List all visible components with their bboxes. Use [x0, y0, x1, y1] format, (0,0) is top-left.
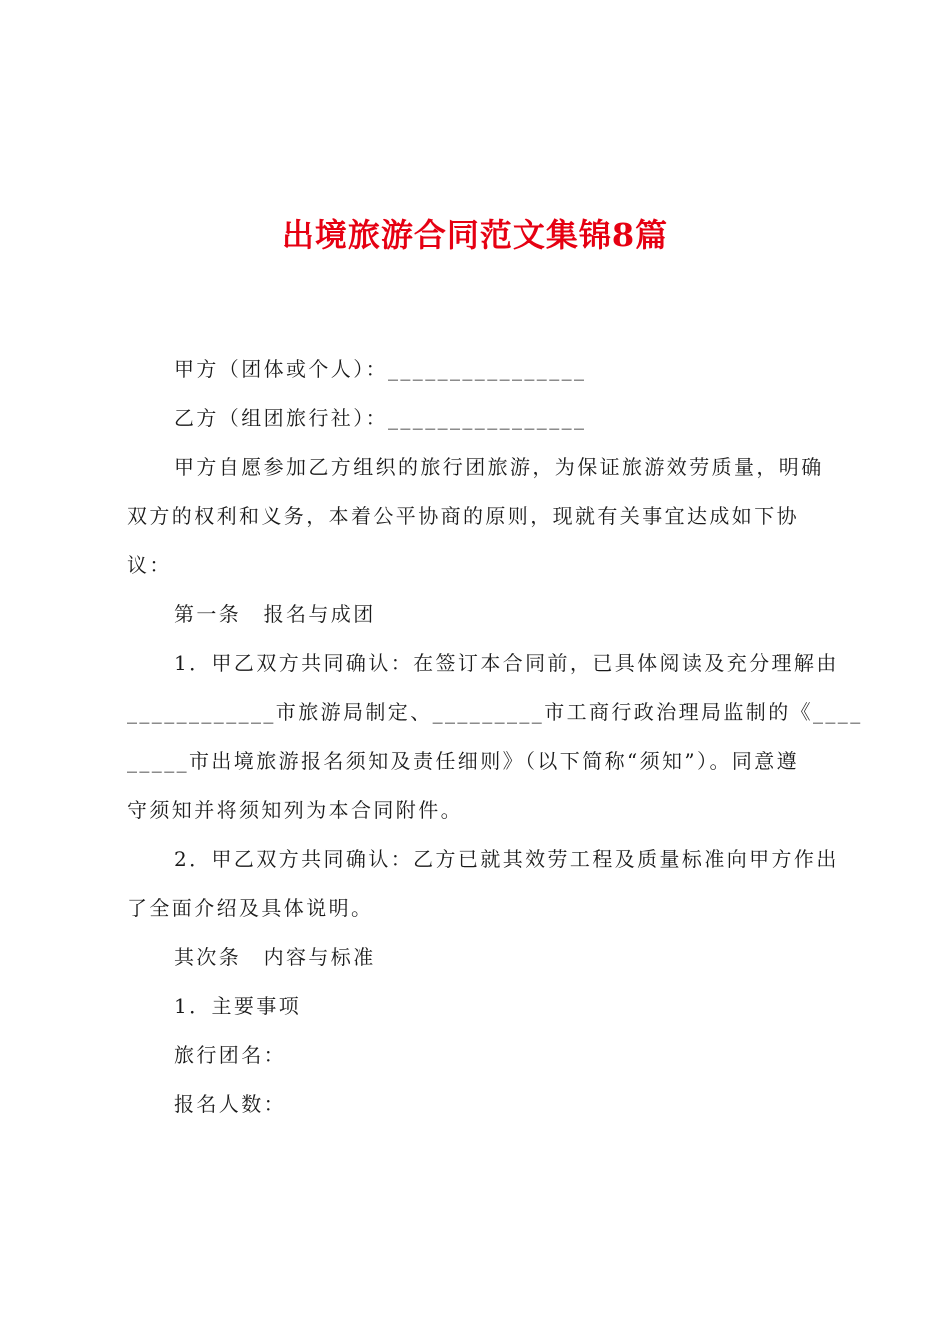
party-b-field	[127, 394, 831, 443]
text-line: 议：	[127, 553, 172, 577]
document-body	[127, 345, 863, 1129]
text-line: 守须知并将须知列为本合同附件。	[127, 798, 463, 822]
article-heading	[127, 933, 831, 982]
article-heading	[127, 590, 831, 639]
text-line: 1．甲乙双方共同确认：在签订本合同前，已具体阅读及充分理解由	[174, 651, 839, 675]
clause-paragraph	[127, 639, 863, 835]
participant-count-field	[127, 1080, 831, 1129]
text-line: 第一条 报名与成团	[174, 602, 376, 626]
tour-name-field	[127, 1031, 831, 1080]
clause-paragraph	[127, 835, 839, 933]
document-title: 出境旅游合同范文集锦8篇	[281, 216, 669, 254]
text-line: 旅行团名：	[174, 1043, 286, 1067]
text-line: 乙方（组团旅行社）：________________	[174, 406, 587, 430]
text-line: _____市出境旅游报名须知及责任细则》（以下简称“须知”）。同意遵	[127, 749, 800, 773]
text-line: 2．甲乙双方共同确认：乙方已就其效劳工程及质量标准向甲方作出	[174, 847, 839, 871]
party-a-field	[127, 345, 831, 394]
text-line: 甲方（团体或个人）：________________	[174, 357, 587, 381]
text-line: 了全面介绍及具体说明。	[127, 896, 374, 920]
text-line: 其次条 内容与标准	[174, 945, 376, 969]
text-line: 报名人数：	[174, 1092, 286, 1116]
text-line: 1．主要事项	[174, 994, 302, 1018]
preamble-paragraph	[127, 443, 831, 590]
text-line: 双方的权利和义务，本着公平协商的原则，现就有关事宜达成如下协	[127, 504, 799, 528]
text-line: ____________市旅游局制定、_________市工商行政治理局监制的《____	[127, 700, 863, 724]
text-line: 甲方自愿参加乙方组织的旅行团旅游，为保证旅游效劳质量，明确	[174, 455, 824, 479]
clause-paragraph	[127, 982, 831, 1031]
